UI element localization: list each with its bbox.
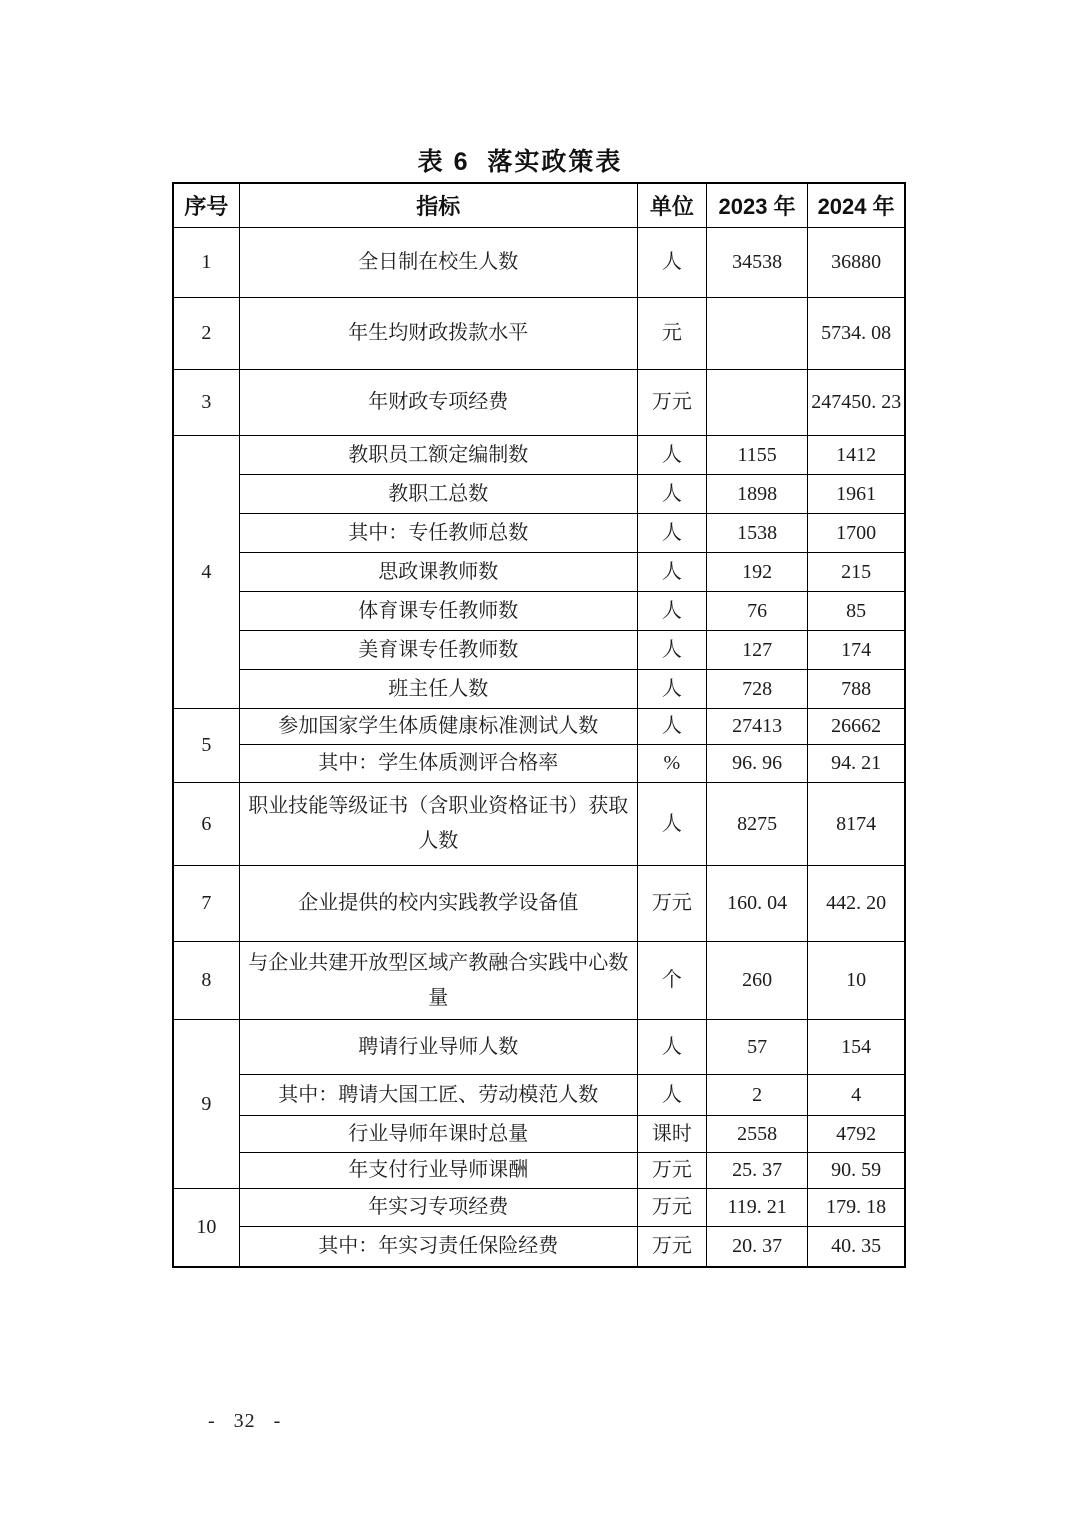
unit-cell: 人 (637, 709, 706, 745)
unit-cell: 万元 (637, 1153, 706, 1189)
value-2024-cell: 154 (808, 1020, 905, 1075)
table-row (173, 670, 905, 709)
value-2024-cell: 788 (808, 670, 905, 709)
value-2024-cell: 36880 (808, 228, 905, 298)
value-2023-cell: 119. 21 (706, 1189, 807, 1227)
row-number-cell: 9 (173, 1020, 239, 1189)
value-2024-cell: 247450. 23 (808, 370, 905, 436)
value-2024-cell: 179. 18 (808, 1189, 905, 1227)
unit-cell: 人 (637, 592, 706, 631)
value-2024-cell: 26662 (808, 709, 905, 745)
row-number-cell: 8 (173, 942, 239, 1020)
table-row (173, 631, 905, 670)
unit-cell: 人 (637, 631, 706, 670)
unit-cell: 人 (637, 783, 706, 866)
row-number-cell: 10 (173, 1189, 239, 1267)
table-row (173, 709, 905, 745)
value-2024-cell: 442. 20 (808, 866, 905, 942)
table-row (173, 866, 905, 942)
indicator-cell: 教职工总数 (239, 475, 637, 514)
table-row (173, 783, 905, 866)
value-2024-cell: 215 (808, 553, 905, 592)
unit-cell: 个 (637, 942, 706, 1020)
indicator-cell: 教职员工额定编制数 (239, 436, 637, 475)
unit-cell: 万元 (637, 1227, 706, 1267)
value-2023-cell: 2 (706, 1075, 807, 1116)
indicator-cell: 企业提供的校内实践教学设备值 (239, 866, 637, 942)
value-2024-cell: 174 (808, 631, 905, 670)
table-row (173, 298, 905, 370)
table-row (173, 1116, 905, 1153)
value-2024-cell: 1412 (808, 436, 905, 475)
unit-cell: 人 (637, 1020, 706, 1075)
table-row (173, 745, 905, 783)
table-row (173, 475, 905, 514)
value-2024-cell: 40. 35 (808, 1227, 905, 1267)
indicator-cell: 其中：聘请大国工匠、劳动模范人数 (239, 1075, 637, 1116)
indicator-cell: 职业技能等级证书（含职业资格证书）获取人数 (239, 783, 637, 866)
value-2023-cell: 728 (706, 670, 807, 709)
unit-cell: 人 (637, 514, 706, 553)
value-2024-cell: 8174 (808, 783, 905, 866)
value-2024-cell: 90. 59 (808, 1153, 905, 1189)
table-row (173, 942, 905, 1020)
indicator-cell: 行业导师年课时总量 (239, 1116, 637, 1153)
col-header-2023: 2023 年 (706, 183, 807, 228)
indicator-cell: 思政课教师数 (239, 553, 637, 592)
row-number-cell: 1 (173, 228, 239, 298)
policy-table (172, 182, 906, 1268)
unit-cell: 元 (637, 298, 706, 370)
value-2023-cell: 96. 96 (706, 745, 807, 783)
value-2024-cell: 5734. 08 (808, 298, 905, 370)
indicator-cell: 其中：学生体质测评合格率 (239, 745, 637, 783)
indicator-cell: 聘请行业导师人数 (239, 1020, 637, 1075)
indicator-cell: 年生均财政拨款水平 (239, 298, 637, 370)
indicator-cell: 年支付行业导师课酬 (239, 1153, 637, 1189)
value-2023-cell (706, 298, 807, 370)
table-row (173, 1189, 905, 1227)
value-2024-cell: 1700 (808, 514, 905, 553)
table-row (173, 228, 905, 298)
page-number: - 32 - (208, 1410, 282, 1432)
value-2024-cell: 4792 (808, 1116, 905, 1153)
value-2023-cell: 260 (706, 942, 807, 1020)
row-number-cell: 7 (173, 866, 239, 942)
value-2023-cell: 57 (706, 1020, 807, 1075)
row-number-cell: 5 (173, 709, 239, 783)
table-row (173, 553, 905, 592)
unit-cell: 人 (637, 436, 706, 475)
unit-cell: 人 (637, 670, 706, 709)
indicator-cell: 美育课专任教师数 (239, 631, 637, 670)
table-row (173, 1153, 905, 1189)
table-row (173, 514, 905, 553)
unit-cell: % (637, 745, 706, 783)
unit-cell: 万元 (637, 866, 706, 942)
value-2024-cell: 1961 (808, 475, 905, 514)
value-2023-cell: 27413 (706, 709, 807, 745)
unit-cell: 人 (637, 475, 706, 514)
table-row (173, 1227, 905, 1267)
value-2023-cell: 25. 37 (706, 1153, 807, 1189)
value-2023-cell: 8275 (706, 783, 807, 866)
indicator-cell: 其中：专任教师总数 (239, 514, 637, 553)
value-2023-cell: 2558 (706, 1116, 807, 1153)
unit-cell: 课时 (637, 1116, 706, 1153)
value-2024-cell: 10 (808, 942, 905, 1020)
value-2023-cell: 34538 (706, 228, 807, 298)
unit-cell: 万元 (637, 370, 706, 436)
unit-cell: 人 (637, 228, 706, 298)
indicator-cell: 体育课专任教师数 (239, 592, 637, 631)
indicator-cell: 全日制在校生人数 (239, 228, 637, 298)
value-2024-cell: 85 (808, 592, 905, 631)
col-header-index: 序号 (173, 183, 239, 228)
table-row (173, 436, 905, 475)
table-row (173, 1075, 905, 1116)
value-2024-cell: 4 (808, 1075, 905, 1116)
indicator-cell: 其中：年实习责任保险经费 (239, 1227, 637, 1267)
indicator-cell: 班主任人数 (239, 670, 637, 709)
col-header-unit: 单位 (637, 183, 706, 228)
value-2023-cell: 160. 04 (706, 866, 807, 942)
unit-cell: 万元 (637, 1189, 706, 1227)
indicator-cell: 参加国家学生体质健康标准测试人数 (239, 709, 637, 745)
row-number-cell: 6 (173, 783, 239, 866)
col-header-indicator: 指标 (239, 183, 637, 228)
table-row (173, 1020, 905, 1075)
unit-cell: 人 (637, 1075, 706, 1116)
unit-cell: 人 (637, 553, 706, 592)
row-number-cell: 4 (173, 436, 239, 709)
table-title: 表 6 落实政策表 (417, 148, 623, 176)
table-row (173, 592, 905, 631)
value-2023-cell: 20. 37 (706, 1227, 807, 1267)
value-2023-cell (706, 370, 807, 436)
value-2024-cell: 94. 21 (808, 745, 905, 783)
value-2023-cell: 1538 (706, 514, 807, 553)
indicator-cell: 年实习专项经费 (239, 1189, 637, 1227)
value-2023-cell: 192 (706, 553, 807, 592)
table-header-row (173, 183, 905, 228)
indicator-cell: 与企业共建开放型区域产教融合实践中心数量 (239, 942, 637, 1020)
row-number-cell: 2 (173, 298, 239, 370)
table-row (173, 370, 905, 436)
row-number-cell: 3 (173, 370, 239, 436)
col-header-2024: 2024 年 (808, 183, 905, 228)
value-2023-cell: 1155 (706, 436, 807, 475)
indicator-cell: 年财政专项经费 (239, 370, 637, 436)
value-2023-cell: 127 (706, 631, 807, 670)
value-2023-cell: 1898 (706, 475, 807, 514)
value-2023-cell: 76 (706, 592, 807, 631)
